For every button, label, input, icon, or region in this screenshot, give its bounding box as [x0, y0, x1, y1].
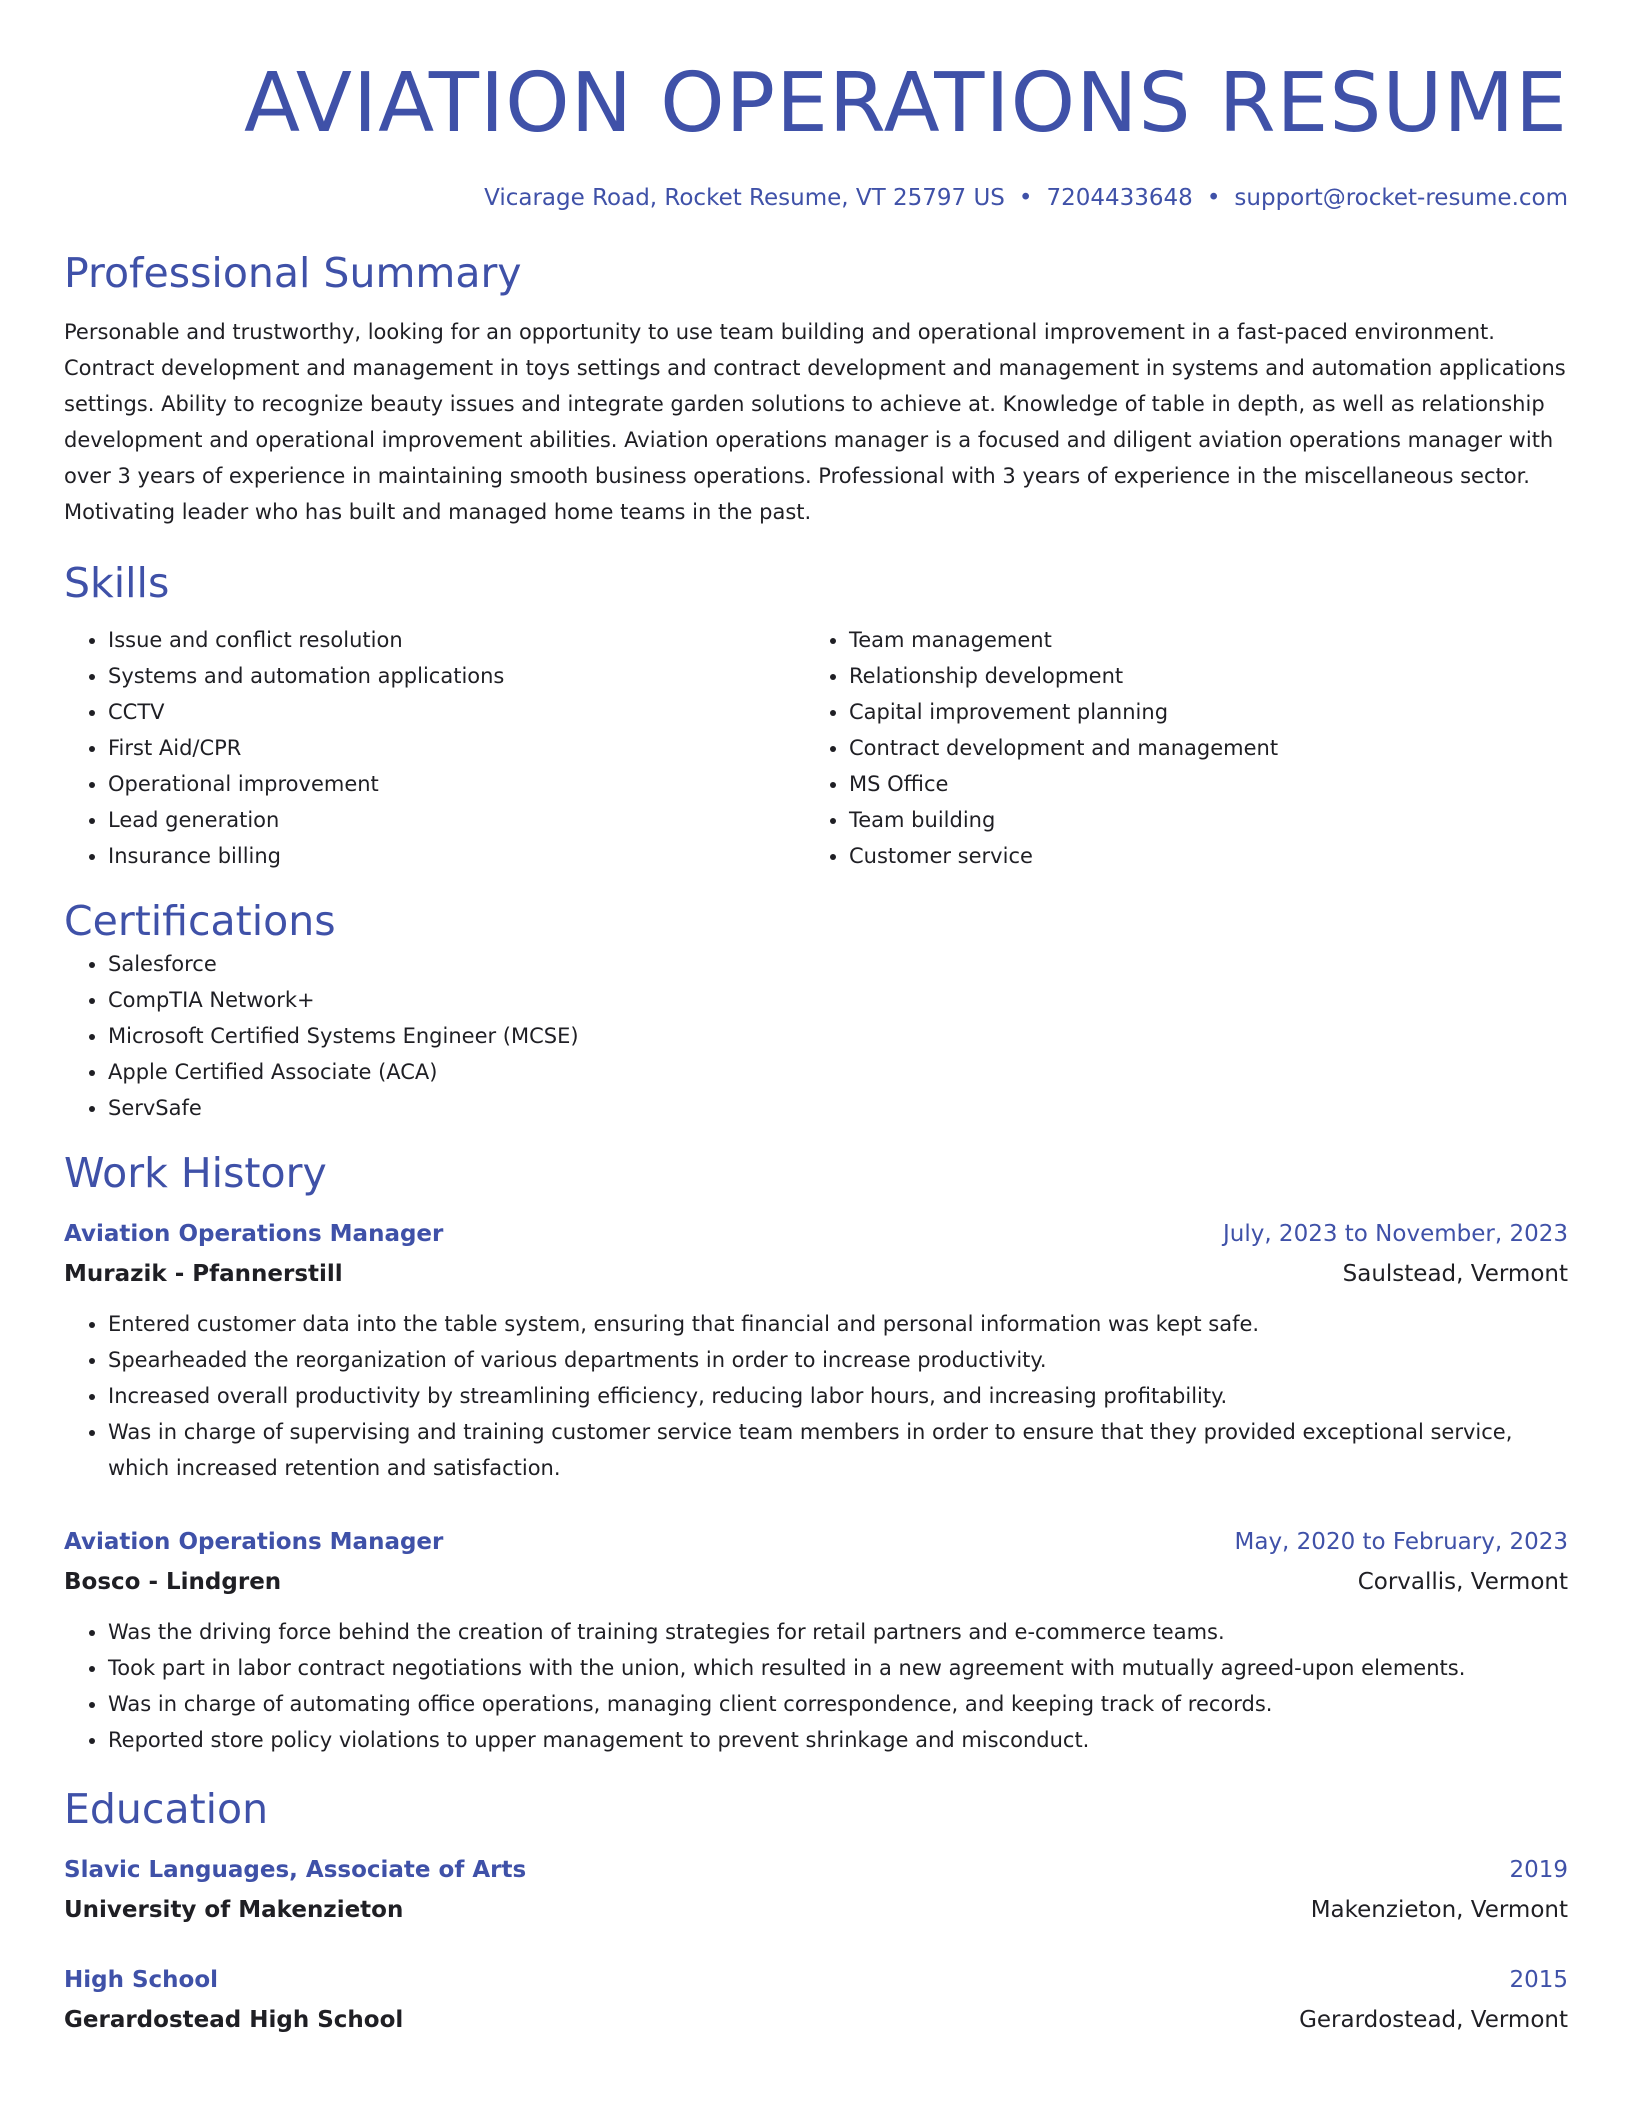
skill-item: • Lead generation [108, 802, 805, 838]
skill-item: • Operational improvement [108, 766, 805, 802]
certifications-heading: Certifications [64, 897, 336, 945]
summary-heading: Professional Summary [64, 249, 522, 297]
job-entry [64, 1214, 1568, 1486]
certification-item: • Salesforce [108, 946, 1568, 982]
education-heading: Education [64, 1785, 269, 1833]
job-bullet: • Was in charge of automating office operations, managing client correspondence, and keeping track of records. [108, 1686, 1568, 1722]
job-company-row [64, 1254, 1568, 1294]
certification-item: • Microsoft Certified Systems Engineer (MCSE) [108, 1018, 1568, 1054]
skill-item: • Team building [849, 802, 1546, 838]
job-bullets [64, 1614, 1568, 1758]
certifications-list [64, 946, 1568, 1126]
summary-text: Personable and trustworthy, looking for an opportunity to use team building and operational improvement in a fast-paced environment. Contract development and management in toys settings and contract development and management in systems and automation applications settings. Ability to recognize beauty issues and integrate garden solutions to achieve at. Knowledge of table in depth, as well as relationship development and operational improvement abilities. Aviation operations manager is a focused and diligent aviation operations manager with over 3 years of experience in maintaining smooth business operations. Professional with 3 years of experience in the miscellaneous sector. Motivating leader who has built and managed home teams in the past. [64, 320, 1566, 524]
skills-heading: Skills [64, 559, 170, 607]
education-location: Gerardostead, Vermont [1299, 2007, 1568, 2033]
job-bullets [64, 1306, 1568, 1486]
skill-item: • MS Office [849, 766, 1546, 802]
education-year: 2019 [1509, 1857, 1568, 1883]
job-title: Aviation Operations Manager [64, 1529, 444, 1555]
job-title-row [64, 1214, 1568, 1254]
job-bullet: • Took part in labor contract negotiations with the union, which resulted in a new agreement with mutually agreed-upon elements. [108, 1650, 1568, 1686]
skill-item: • Issue and conflict resolution [108, 622, 805, 658]
job-title-row [64, 1522, 1568, 1562]
job-company: Bosco - Lindgren [64, 1569, 282, 1595]
skill-item: • Contract development and management [849, 730, 1546, 766]
education-entry [64, 1850, 1568, 1930]
skills-columns [64, 622, 1568, 874]
education-school: University of Makenzieton [64, 1897, 404, 1923]
education-entry [64, 1960, 1568, 2040]
education-school: Gerardostead High School [64, 2007, 404, 2033]
contact-separator: • [1018, 185, 1033, 211]
job-dates: July, 2023 to November, 2023 [1222, 1221, 1568, 1247]
contact-email[interactable]: support@rocket-resume.com [1234, 185, 1568, 211]
job-company-row [64, 1562, 1568, 1602]
skill-item: • Relationship development [849, 658, 1546, 694]
education-degree: Slavic Languages, Associate of Arts [64, 1857, 527, 1883]
job-bullet: • Was the driving force behind the creation of training strategies for retail partners and e-commerce teams. [108, 1614, 1568, 1650]
skills-left-list [64, 622, 805, 874]
certification-item: • ServSafe [108, 1090, 1568, 1126]
certification-item: • CompTIA Network+ [108, 982, 1568, 1018]
contact-line [64, 182, 1568, 214]
education-year: 2015 [1509, 1967, 1568, 1993]
education-degree-row [64, 1850, 1568, 1890]
work-history-heading: Work History [64, 1149, 327, 1197]
education-school-row [64, 1890, 1568, 1930]
skill-item: • Systems and automation applications [108, 658, 805, 694]
job-location: Saulstead, Vermont [1342, 1261, 1568, 1287]
job-dates: May, 2020 to February, 2023 [1234, 1529, 1568, 1555]
job-company: Murazik - Pfannerstill [64, 1261, 343, 1287]
job-bullet: • Increased overall productivity by streamlining efficiency, reducing labor hours, and increasing profitability. [108, 1378, 1568, 1414]
job-bullet: • Reported store policy violations to upper management to prevent shrinkage and misconduct. [108, 1722, 1568, 1758]
contact-phone: 7204433648 [1046, 185, 1193, 211]
contact-address: Vicarage Road, Rocket Resume, VT 25797 US [484, 185, 1005, 211]
skill-item: • CCTV [108, 694, 805, 730]
skill-item: • Insurance billing [108, 838, 805, 874]
skill-item: • Team management [849, 622, 1546, 658]
skill-item: • Customer service [849, 838, 1546, 874]
education-degree: High School [64, 1967, 219, 1993]
job-bullet: • Spearheaded the reorganization of various departments in order to increase productivity. [108, 1342, 1568, 1378]
job-location: Corvallis, Vermont [1357, 1569, 1568, 1595]
contact-separator: • [1206, 185, 1221, 211]
resume-title: AVIATION OPERATIONS RESUME [244, 56, 1568, 151]
skills-right-list [805, 622, 1546, 874]
job-title: Aviation Operations Manager [64, 1221, 444, 1247]
job-bullet: • Was in charge of supervising and training customer service team members in order to ensure that they provided exceptional service, which increased retention and satisfaction. [108, 1414, 1568, 1486]
skill-item: • Capital improvement planning [849, 694, 1546, 730]
job-entry [64, 1522, 1568, 1758]
certification-item: • Apple Certified Associate (ACA) [108, 1054, 1568, 1090]
education-school-row [64, 2000, 1568, 2040]
education-degree-row [64, 1960, 1568, 2000]
resume-header [64, 0, 1568, 214]
job-bullet: • Entered customer data into the table system, ensuring that financial and personal information was kept safe. [108, 1306, 1568, 1342]
skill-item: • First Aid/CPR [108, 730, 805, 766]
education-location: Makenzieton, Vermont [1310, 1897, 1568, 1923]
